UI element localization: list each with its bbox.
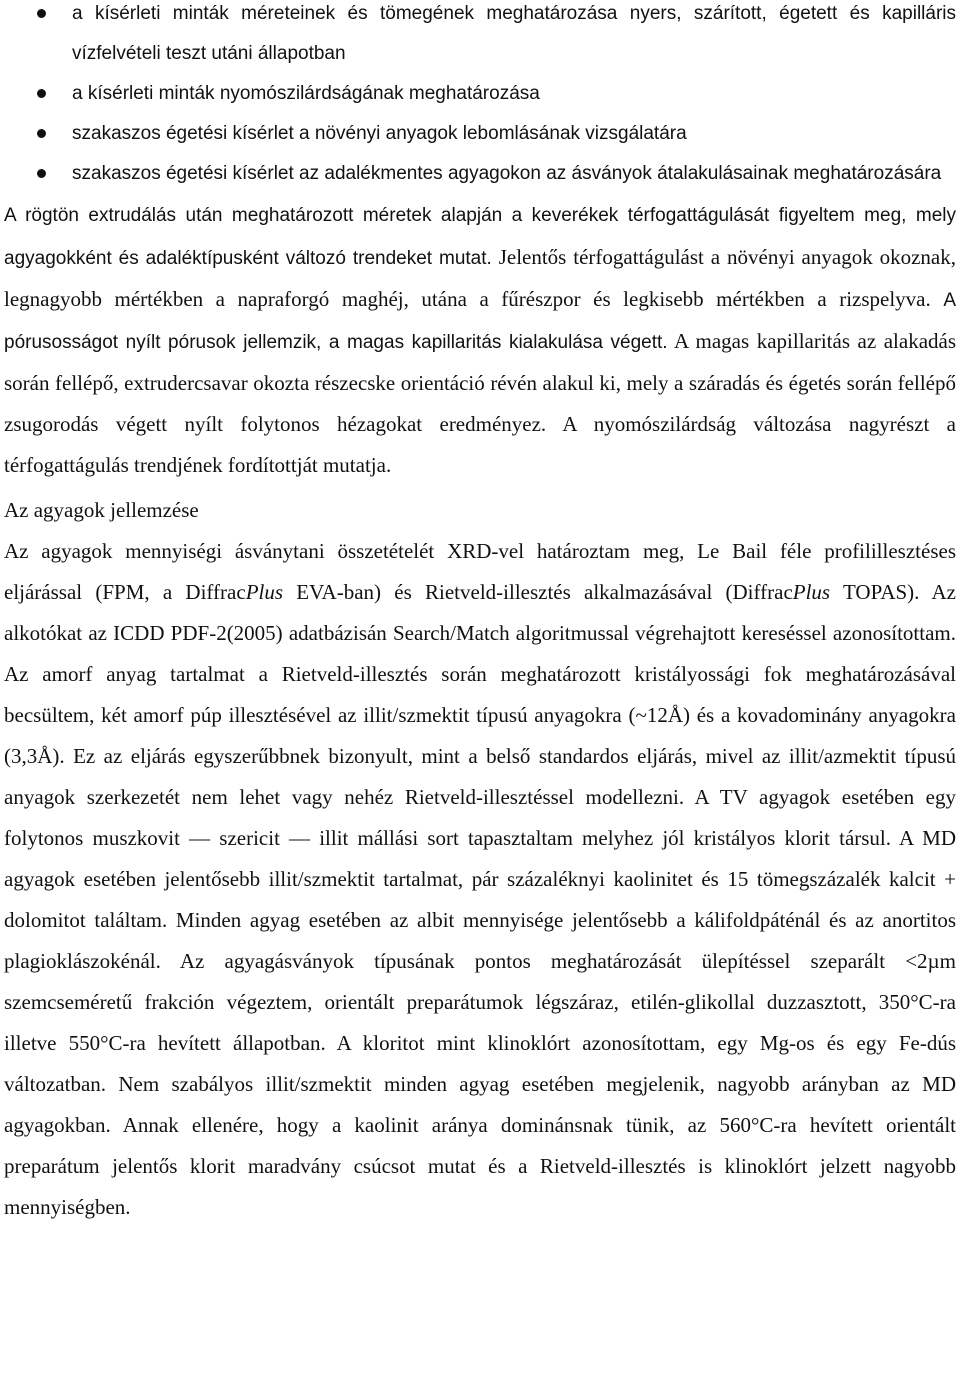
bullet-dot-icon — [37, 89, 46, 98]
sentence-sans-2: A pórusosságot nyílt pórusok jellemzik, a magas kapillaritás kialakulása végett. — [4, 290, 956, 353]
bullet-dot-icon — [37, 129, 46, 138]
italic-text: Plus — [245, 580, 284, 604]
text-part: EVA-ban) és Rietveld-illesztés alkalmazásával (Diffrac — [283, 580, 793, 604]
bullet-text: szakaszos égetési kísérlet a növényi anyagok lebomlásának vizsgálatára — [72, 123, 687, 144]
bullet-dot-icon — [37, 169, 46, 178]
bullet-dot-icon — [37, 9, 46, 18]
paragraph-volume-expansion — [4, 194, 956, 486]
bullet-list — [4, 0, 956, 194]
paragraph-clay-characterization — [4, 531, 956, 1228]
sentence-sans: A rögtön extrudálás után meghatározott méretek alapján a keverékek térfogattágulását figyeltem meg, mely agyagokként és adaléktípusként változó trendeket mutat. — [4, 205, 956, 269]
document-page — [4, 0, 956, 1228]
bullet-item — [4, 114, 956, 154]
sentence-serif: Jelentős térfogattágulást a növényi anyagok okoznak, legnagyobb mértékben a napraforgó maghéj, utána a fűrészpor és legkisebb mértékben a rizspelyva. — [4, 244, 956, 311]
bullet-item — [4, 154, 956, 194]
bullet-text: a kísérleti minták méreteinek és tömegének meghatározása nyers, szárított, égetett és kapilláris vízfelvételi teszt utáni állapotban — [72, 3, 956, 64]
text-part: Az agyagok mennyiségi ásványtani összetételét XRD-vel határoztam meg, Le Bail féle profilillesztéses eljárással (FPM, a Diffrac — [4, 539, 956, 604]
bullet-item — [4, 74, 956, 114]
sentence-serif-2: A magas kapillaritás az alakadás során fellépő, extrudercsavar okozta részecske orientáció révén alakul ki, mely a száradás és égetés során fellépő zsugorodás végett nyílt folytonos hézagokat eredményez. A nyomószilárdság változása nagyrészt a térfogattágulás trendjének fordítottját mutatja. — [4, 329, 957, 477]
section-heading: Az agyagok jellemzése — [4, 498, 199, 522]
bullet-text: szakaszos égetési kísérlet az adalékmentes agyagokon az ásványok átalakulásainak meghatározására — [72, 163, 942, 184]
bullet-text: a kísérleti minták nyomószilárdságának meghatározása — [72, 83, 540, 104]
bullet-item — [4, 0, 956, 74]
italic-text: Plus — [792, 580, 831, 604]
text-part: TOPAS). Az alkotókat az ICDD PDF-2(2005) adatbázisán Search/Match algoritmussal végrehajtott kereséssel azonosítottam. Az amorf anyag tartalmat a Rietveld-illesztés során meghatározott kristályossági fok meghatározásával becsültem, két amorf púp illesztésével az illit/szmektit típusú anyagokra (~12Å) és a kovadominány anyagokra (3,3Å). Ez az eljárás egyszerűbbnek bizonyult, mint a belső standardos eljárás, mivel az illit/azmektit típusú anyagok szerkezetét nem lehet vagy nehéz Rietveld-illesztéssel modellezni. A TV agyagok esetében egy folytonos muszkovit — szericit — illit mállási sort tapasztaltam melyhez jól kristályos klorit társul. A MD agyagok esetében jelentősebb illit/szmektit tartalmat, pár százaléknyi kaolinitet és 15 tömegszázalék kalcit + dolomitot találtam. Minden agyag esetében az albit mennyisége jelentősebb a kálifoldpáténál és az anortitos plagioklászokénál. Az agyagásványok típusának pontos meghatározását ülepítéssel szeparált <2µm szemcseméretű frakción végeztem, orientált preparátumok légszáraz, etilén-glikollal duzzasztott, 350°C-ra illetve 550°C-ra hevített állapotban. A kloritot mint klinoklórt azonosítottam, egy Mg-os és egy Fe-dús változatban. Nem szabályos illit/szmektit minden agyag esetében megjelenik, nagyobb arányban az MD agyagokban. Annak ellenére, hogy a kaolinit aránya dominánsnak tünik, az 560°C-ra hevített orientált preparátum jelentős klorit maradvány csúcsot mutat és a Rietveld-illesztés is klinoklórt jelzett nagyobb mennyiségben. — [4, 580, 956, 1219]
